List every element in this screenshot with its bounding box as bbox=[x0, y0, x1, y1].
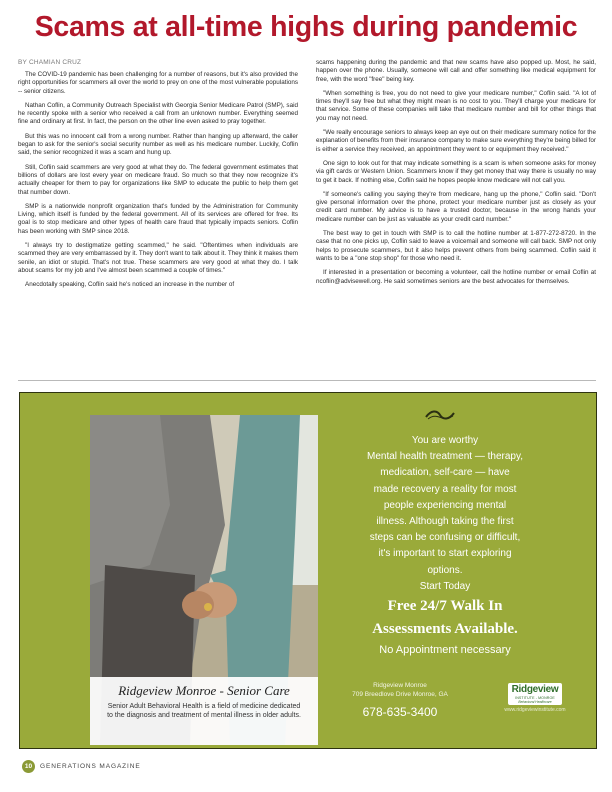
caption-text: Senior Adult Behavioral Health is a field of medicine dedicated to the diagnosis and treatment of mental illness in older adults. bbox=[107, 703, 301, 719]
contact-block bbox=[340, 681, 460, 720]
ornament-icon bbox=[425, 408, 455, 422]
paragraph: "We really encourage seniors to always keep an eye out on their medicare summary notice for the explanation of benefits from their insurance company to make sure everything they're being billed for is either a service they received, an appointment they went to or equipment they received." bbox=[316, 129, 596, 153]
paragraph: But this was no innocent call from a wrong number. Rather than hanging up afterward, the caller began to ask for the senior's social security number as well as his medicare number. Luckily, Coflin said, the senior recognized it was a scam and hung up. bbox=[18, 132, 298, 157]
paragraph: SMP is a nationwide nonprofit organization that's funded by the Administration for Community Living, which itself is funded by the federal government. All of its services are offered for free. Its goal is to stop medicare and other types of health care fraud that typically impacts seniors. Coflin has been working with SMP since 2018. bbox=[18, 202, 298, 235]
logo-tagline: Behavioral Healthcare bbox=[518, 700, 552, 704]
ad-line: it's important to start exploring bbox=[378, 548, 512, 560]
photo-caption bbox=[90, 677, 318, 745]
page-footer bbox=[22, 759, 141, 773]
ad-line: steps can be confusing or difficult, bbox=[369, 532, 521, 544]
paragraph: Nathan Coflin, a Community Outreach Specialist with Georgia Senior Medicare Patrol (SMP), said he recently spoke with a senior who received a call from an unknown number. Everything seemed fine and ordinary at first. In fact, the person on the other line even asked to pray together. bbox=[18, 101, 298, 126]
walk-in-headline: Free 24/7 Walk In bbox=[387, 598, 503, 615]
paragraph: One sign to look out for that may indicate something is a scam is when someone asks for money via gift cards or Western Union. Scammers know if they get money that way there is usually no way to get it back. If nothing else, Coflin said he hopes people know medicare will not call you. bbox=[316, 159, 596, 184]
logo-badge bbox=[508, 683, 562, 705]
paragraph: "I always try to destigmatize getting scammed," he said. "Oftentimes when individuals are scammed they are very embarrassed by it. They don't want to talk about it. They think it makes them senile, an idiot or stupid. That's not true. These scammers are very good at what they do. I talk about scams for my job and I've almost been scammed a couple of times." bbox=[18, 242, 298, 274]
contact-phone[interactable]: 678-635-3400 bbox=[362, 705, 438, 719]
contact-address: 709 Breedlove Drive Monroe, GA bbox=[352, 691, 448, 698]
article-column-right bbox=[316, 59, 596, 375]
ridgeview-advertisement bbox=[19, 392, 597, 749]
paragraph: If interested in a presentation or becoming a volunteer, call the hotline number or email Coflin at ncoflin@advisewell.org. He said sometimes seniors are the best advocates for themselves. bbox=[316, 269, 596, 285]
hands-photo bbox=[90, 415, 318, 745]
paragraph: scams happening during the pandemic and that new scams have also popped up. Most, he said, happen over the phone. Usually, someone will call and offer something like medical equipment for free, with the word "free" being key. bbox=[316, 59, 596, 83]
paragraph: "When something is free, you do not need to give your medicare number," Coflin said. "A lot of times they'll say free but what they might mean is no cost to you. They'll charge your medicare for that service. Some of these companies will take that medicare number and bill for other things that you may not need. bbox=[316, 89, 596, 122]
paragraph: The COVID-19 pandemic has been challenging for a number of reasons, but it's also provided the right opportunities for scammers all over the world to prey on one of the most vulnerable populations -- senior citizens. bbox=[18, 71, 298, 95]
ad-line: options. bbox=[427, 564, 463, 576]
ad-line: made recovery a reality for most bbox=[373, 483, 517, 495]
ad-line: medication, self-care — have bbox=[380, 467, 510, 479]
ad-line: Start Today bbox=[419, 580, 471, 592]
logo-url[interactable]: www.ridgeviewinstitute.com bbox=[504, 707, 566, 713]
paragraph: Anecdotally speaking, Coflin said he's noticed an increase in the number of bbox=[25, 281, 235, 289]
ad-line: illness. Although taking the first bbox=[376, 516, 514, 528]
paragraph: The best way to get in touch with SMP is to call the hotline number at 1-877-272-8720. In the case that no one picks up, Coflin said to leave a voicemail and someone will call back. SMP not only helps to prosecute scammers, but it also helps prevent others from being scammed. Coflin said it wants to be a "one stop shop" for those who need it. bbox=[316, 230, 596, 262]
page-number: 10 bbox=[22, 760, 35, 773]
ad-line: Mental health treatment — therapy, bbox=[366, 451, 523, 463]
ad-line: people experiencing mental bbox=[383, 499, 507, 511]
logo-subtitle: INSTITUTE - MONROE bbox=[515, 696, 555, 700]
contact-name: Ridgeview Monroe bbox=[373, 682, 427, 689]
article-column-left bbox=[18, 59, 298, 375]
section-divider bbox=[18, 380, 596, 381]
caption-title: Ridgeview Monroe - Senior Care bbox=[118, 683, 290, 698]
logo-word: Ridgeview bbox=[511, 684, 559, 695]
paragraph: "If someone's calling you saying they're from medicare, hang up the phone," Coflin said. "Don't give personal information over the phone, protect your medicare number just as closely as your credit card number. My advice is to have a trusted doctor, because in the wrong hands your medicare number can be just as valuable as your credit card number." bbox=[316, 190, 596, 223]
ad-message bbox=[345, 433, 545, 659]
byline: BY CHAMIAN CRUZ bbox=[18, 59, 82, 66]
ad-line: You are worthy bbox=[411, 435, 479, 446]
assessments-headline: Assessments Available. bbox=[372, 621, 518, 638]
ridgeview-logo bbox=[490, 683, 580, 723]
paragraph: Still, Coflin said scammers are very good at what they do. The federal government estimates that billions of dollars are lost every year on medicare fraud. So much so that they now recognize it's actually cheaper for them to pay for organizations like SMP to educate the public to help them get that number down. bbox=[18, 163, 298, 196]
article-body bbox=[18, 59, 596, 375]
no-appointment-text: No Appointment necessary bbox=[379, 644, 511, 657]
article-headline: Scams at all-time highs during pandemic bbox=[34, 11, 578, 43]
magazine-name: GENERATIONS MAGAZINE bbox=[40, 762, 141, 770]
